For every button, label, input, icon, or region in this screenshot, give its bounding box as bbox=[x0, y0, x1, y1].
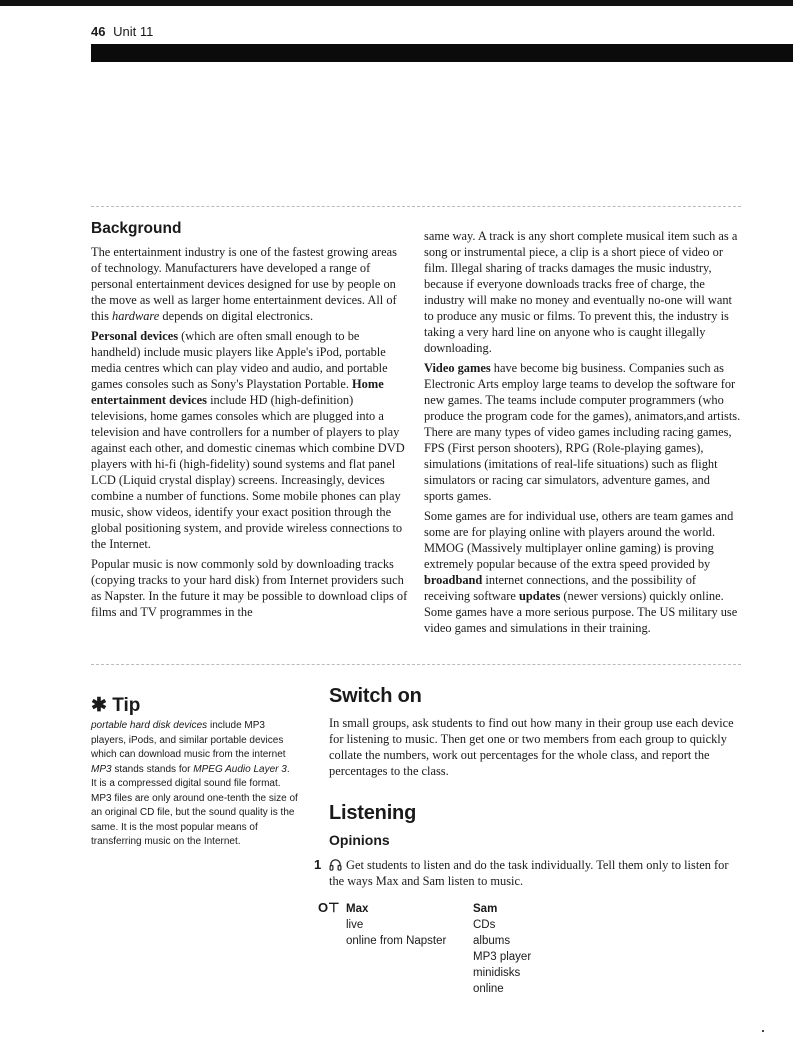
personal-devices-term: Personal devices bbox=[91, 329, 179, 343]
page-header bbox=[91, 24, 153, 39]
background-column-2 bbox=[424, 228, 742, 640]
home-entertainment-term: Home entertainment devices bbox=[91, 377, 384, 407]
paragraph: The entertainment industry is one of the fastest growing areas of technology. Manufacturers have developed a range of personal entertainment devices designed for use by people on the move as well as larger home entertainment devices. All of this hardware depends on digital electronics. bbox=[91, 245, 397, 323]
list-item: online bbox=[473, 983, 504, 995]
video-games-term: Video games bbox=[424, 361, 491, 375]
max-answers bbox=[346, 901, 446, 949]
list-item: online from Napster bbox=[346, 935, 447, 947]
updates-term: updates bbox=[518, 589, 561, 603]
page-number: 46 bbox=[91, 24, 106, 39]
list-item: CDs bbox=[473, 919, 496, 931]
background-column-1 bbox=[91, 244, 409, 624]
header-band bbox=[91, 44, 793, 62]
paragraph: Video games have become big business. Companies such as Electronic Arts employ large teams to develop the software for new games. The teams include computer programmers (who produce the program code for the games), animators,and artists. There are many types of video games including racing games, FPS (First person shooters), RPG (Role-playing games), simulations (imitations of real-life situations) such as flight simulators or racing car simulators, adventure games, and sports games. bbox=[424, 361, 741, 503]
sam-name: Sam bbox=[473, 903, 498, 915]
broadband-term: broadband bbox=[424, 573, 483, 587]
sam-answers bbox=[473, 901, 531, 997]
tip-heading: ✱ Tip bbox=[91, 695, 141, 716]
switch-on-body: In small groups, ask students to find out how many in their group use each device for listening to music. Then get one or two members from each group to quickly collate the numbers, work out percentages for the whole class, and report the percentages to the class. bbox=[329, 716, 734, 778]
paragraph: Popular music is now commonly sold by downloading tracks (copying tracks to your hard disk) from Internet providers such as Napster. In the future it may be possible to download clips of films and TV programmes in the bbox=[91, 557, 408, 619]
scan-mark bbox=[762, 1030, 764, 1032]
hardware-term: hardware bbox=[112, 309, 160, 323]
listening-heading: Listening bbox=[329, 802, 417, 824]
tip-line: It is a compressed digital sound file format. MP3 files are only around one-tenth the size of an original CD file, but the sound quality is the same. It is the most popular means of transferring music on the Internet. bbox=[91, 778, 298, 847]
list-item: minidisks bbox=[473, 967, 521, 979]
background-heading: Background bbox=[91, 220, 182, 237]
divider bbox=[91, 664, 741, 665]
tip-body bbox=[91, 719, 301, 850]
headphones-icon bbox=[329, 858, 342, 871]
max-name: Max bbox=[346, 903, 369, 915]
item-number: 1 bbox=[314, 857, 322, 872]
switch-on-heading: Switch on bbox=[329, 685, 422, 707]
tip-line: portable hard disk devices include MP3 players, iPods, and similar portable devices which can download music from the internet bbox=[91, 720, 286, 760]
paragraph: Personal devices (which are often small enough to be handheld) include music players like Apple's iPod, portable media centres which can play video and audio, and portable games consoles such as Sony's Playstation Portable. Home entertainment devices include HD (high-definition) televisions, home games consoles which are plugged into a television and have controllers for a number of players to play against each other, and domestic cinemas which combine DVD players with hi-fi (high-fidelity) sound systems and flat panel LCD (Liquid crystal display) screens. Increasingly, devices combine a number of functions. Some mobile phones can play music, show videos, identify your exact position through the global positioning system, and provide wireless connections to the Internet. bbox=[91, 329, 405, 551]
list-item: albums bbox=[473, 935, 511, 947]
divider bbox=[91, 206, 741, 207]
unit-label: Unit 11 bbox=[113, 24, 154, 39]
paragraph: Some games are for individual use, others are team games and some are for playing online with players around the world. MMOG (Massively multiplayer online gaming) is proving extremely popular because of the extra speed provided by broadband internet connections, and the possibility of receiving software updates (newer versions) quickly online. Some games have a more serious purpose. The US military use video games and simulations in their training. bbox=[424, 509, 738, 635]
list-item: live bbox=[346, 919, 364, 931]
listening-instruction: Get students to listen and do the task individually. Tell them only to listen for the ways Max and Sam listen to music. bbox=[329, 858, 729, 888]
opinions-subheading: Opinions bbox=[329, 832, 390, 848]
paragraph: same way. A track is any short complete musical item such as a song or instrumental piece, a clip is a short piece of video or film. Illegal sharing of tracks damages the music industry, because if everyone downloads tracks free of charge, the industry will make no money and eventually no-one will want to produce any music or films. To prevent this, the industry is taking a very hard line on anyone who is caught illegally downloading. bbox=[424, 229, 738, 355]
tip-line: MP3 stands stands for MPEG Audio Layer 3. bbox=[91, 763, 290, 775]
top-rule bbox=[0, 0, 793, 11]
key-icon: O⊤ bbox=[318, 900, 340, 915]
list-item: MP3 player bbox=[473, 951, 532, 963]
